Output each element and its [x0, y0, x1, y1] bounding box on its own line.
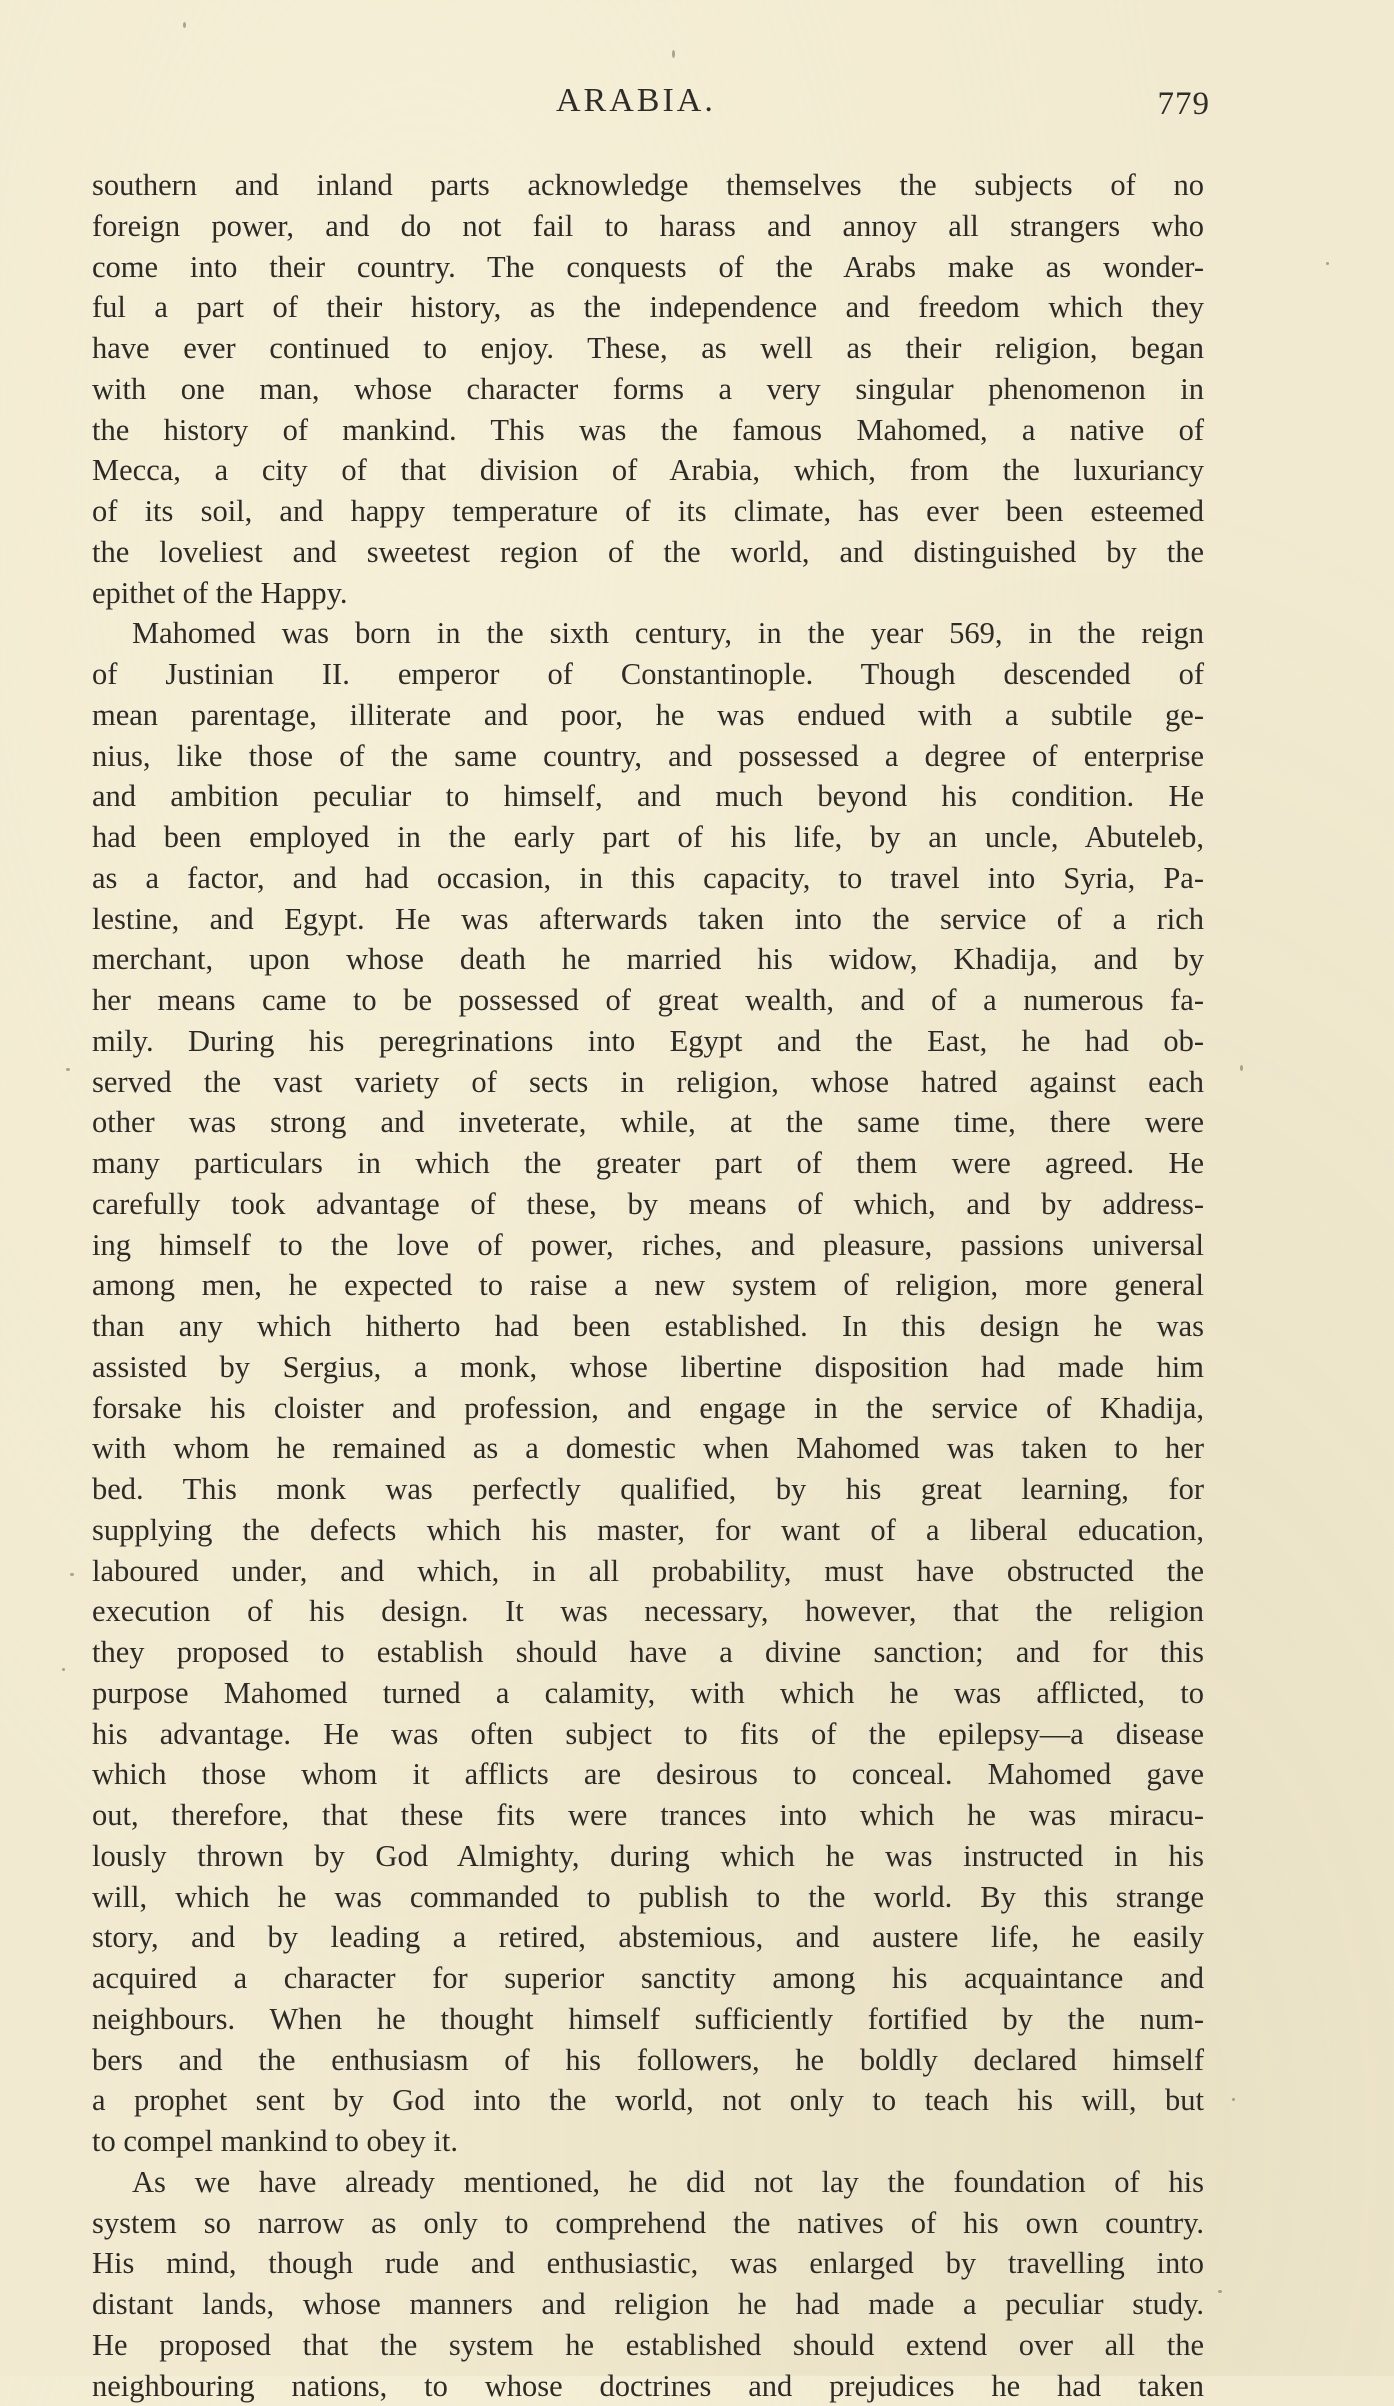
paper-speck — [1232, 2098, 1235, 2101]
text-line: they proposed to establish should have a divine sanction; and for this — [92, 1632, 1204, 1673]
text-line: laboured under, and which, in all probability, must have obstructed the — [92, 1551, 1204, 1592]
page-number: 779 — [1158, 86, 1211, 123]
text-line: come into their country. The conquests of the Arabs make as wonder- — [92, 247, 1204, 288]
text-line: He proposed that the system he established should extend over all the — [92, 2325, 1204, 2366]
text-line: execution of his design. It was necessary, however, that the religion — [92, 1591, 1204, 1632]
text-line: will, which he was commanded to publish to the world. By this strange — [92, 1877, 1204, 1918]
text-line: distant lands, whose manners and religion he had made a peculiar study. — [92, 2284, 1204, 2325]
text-line: as a factor, and had occasion, in this capacity, to travel into Syria, Pa- — [92, 858, 1204, 899]
text-line: ful a part of their history, as the independence and freedom which they — [92, 287, 1204, 328]
text-line: a prophet sent by God into the world, not only to teach his will, but — [92, 2080, 1204, 2121]
text-line: out, therefore, that these fits were trances into which he was miracu- — [92, 1795, 1204, 1836]
text-line: his advantage. He was often subject to fits of the epilepsy—a disease — [92, 1714, 1204, 1755]
text-line: which those whom it afflicts are desirous to conceal. Mahomed gave — [92, 1754, 1204, 1795]
paragraph-end-line: epithet of the Happy. — [92, 573, 1204, 614]
running-title: ARABIA. — [556, 82, 716, 120]
text-line: story, and by leading a retired, abstemious, and austere life, he easily — [92, 1917, 1204, 1958]
text-line: mean parentage, illiterate and poor, he was endued with a subtile ge- — [92, 695, 1204, 736]
text-line: with whom he remained as a domestic when Mahomed was taken to her — [92, 1428, 1204, 1469]
text-line: system so narrow as only to comprehend the natives of his own country. — [92, 2203, 1204, 2244]
text-line: acquired a character for superior sanctity among his acquaintance and — [92, 1958, 1204, 1999]
paper-speck — [672, 50, 675, 58]
text-line: foreign power, and do not fail to harass and annoy all strangers who — [92, 206, 1204, 247]
paper-speck — [183, 22, 186, 28]
text-line: have ever continued to enjoy. These, as well as their religion, began — [92, 328, 1204, 369]
paper-speck — [1326, 262, 1329, 265]
text-line: supplying the defects which his master, for want of a liberal education, — [92, 1510, 1204, 1551]
text-line: assisted by Sergius, a monk, whose libertine disposition had made him — [92, 1347, 1204, 1388]
text-line: of Justinian II. emperor of Constantinople. Though descended of — [92, 654, 1204, 695]
text-line: lestine, and Egypt. He was afterwards taken into the service of a rich — [92, 899, 1204, 940]
paragraph-end-line: to compel mankind to obey it. — [92, 2121, 1204, 2162]
text-line: bers and the enthusiasm of his followers, he boldly declared himself — [92, 2040, 1204, 2081]
paragraph-start-line: As we have already mentioned, he did not lay the foundation of his — [92, 2162, 1204, 2203]
text-line: nius, like those of the same country, and possessed a degree of enterprise — [92, 736, 1204, 777]
paper-speck — [1218, 2290, 1222, 2293]
text-line: served the vast variety of sects in religion, whose hatred against each — [92, 1062, 1204, 1103]
text-line: than any which hitherto had been established. In this design he was — [92, 1306, 1204, 1347]
text-line: Mecca, a city of that division of Arabia, which, from the luxuriancy — [92, 450, 1204, 491]
text-line: purpose Mahomed turned a calamity, with which he was afflicted, to — [92, 1673, 1204, 1714]
body-text — [92, 165, 1204, 2406]
text-line: neighbours. When he thought himself sufficiently fortified by the num- — [92, 1999, 1204, 2040]
running-head — [90, 82, 1210, 132]
text-line: bed. This monk was perfectly qualified, by his great learning, for — [92, 1469, 1204, 1510]
text-line: among men, he expected to raise a new system of religion, more general — [92, 1265, 1204, 1306]
text-line: her means came to be possessed of great wealth, and of a numerous fa- — [92, 980, 1204, 1021]
text-line: other was strong and inveterate, while, at the same time, there were — [92, 1102, 1204, 1143]
paragraph-start-line: Mahomed was born in the sixth century, in the year 569, in the reign — [92, 613, 1204, 654]
text-line: with one man, whose character forms a very singular phenomenon in — [92, 369, 1204, 410]
text-line: southern and inland parts acknowledge themselves the subjects of no — [92, 165, 1204, 206]
text-line: His mind, though rude and enthusiastic, was enlarged by travelling into — [92, 2243, 1204, 2284]
text-line: had been employed in the early part of his life, by an uncle, Abuteleb, — [92, 817, 1204, 858]
text-line: carefully took advantage of these, by means of which, and by address- — [92, 1184, 1204, 1225]
text-line: forsake his cloister and profession, and engage in the service of Khadija, — [92, 1388, 1204, 1429]
text-line: ing himself to the love of power, riches, and pleasure, passions universal — [92, 1225, 1204, 1266]
text-line: of its soil, and happy temperature of its climate, has ever been esteemed — [92, 491, 1204, 532]
paper-speck — [1240, 1065, 1243, 1071]
text-line: many particulars in which the greater part of them were agreed. He — [92, 1143, 1204, 1184]
paper-speck — [62, 1668, 65, 1671]
paper-speck — [70, 1573, 74, 1576]
text-line: lously thrown by God Almighty, during which he was instructed in his — [92, 1836, 1204, 1877]
text-line: neighbouring nations, to whose doctrines and prejudices he had taken — [92, 2366, 1204, 2406]
paper-speck — [66, 1068, 70, 1071]
text-line: and ambition peculiar to himself, and much beyond his condition. He — [92, 776, 1204, 817]
text-line: the loveliest and sweetest region of the world, and distinguished by the — [92, 532, 1204, 573]
text-line: mily. During his peregrinations into Egypt and the East, he had ob- — [92, 1021, 1204, 1062]
text-line: merchant, upon whose death he married his widow, Khadija, and by — [92, 939, 1204, 980]
text-line: the history of mankind. This was the famous Mahomed, a native of — [92, 410, 1204, 451]
